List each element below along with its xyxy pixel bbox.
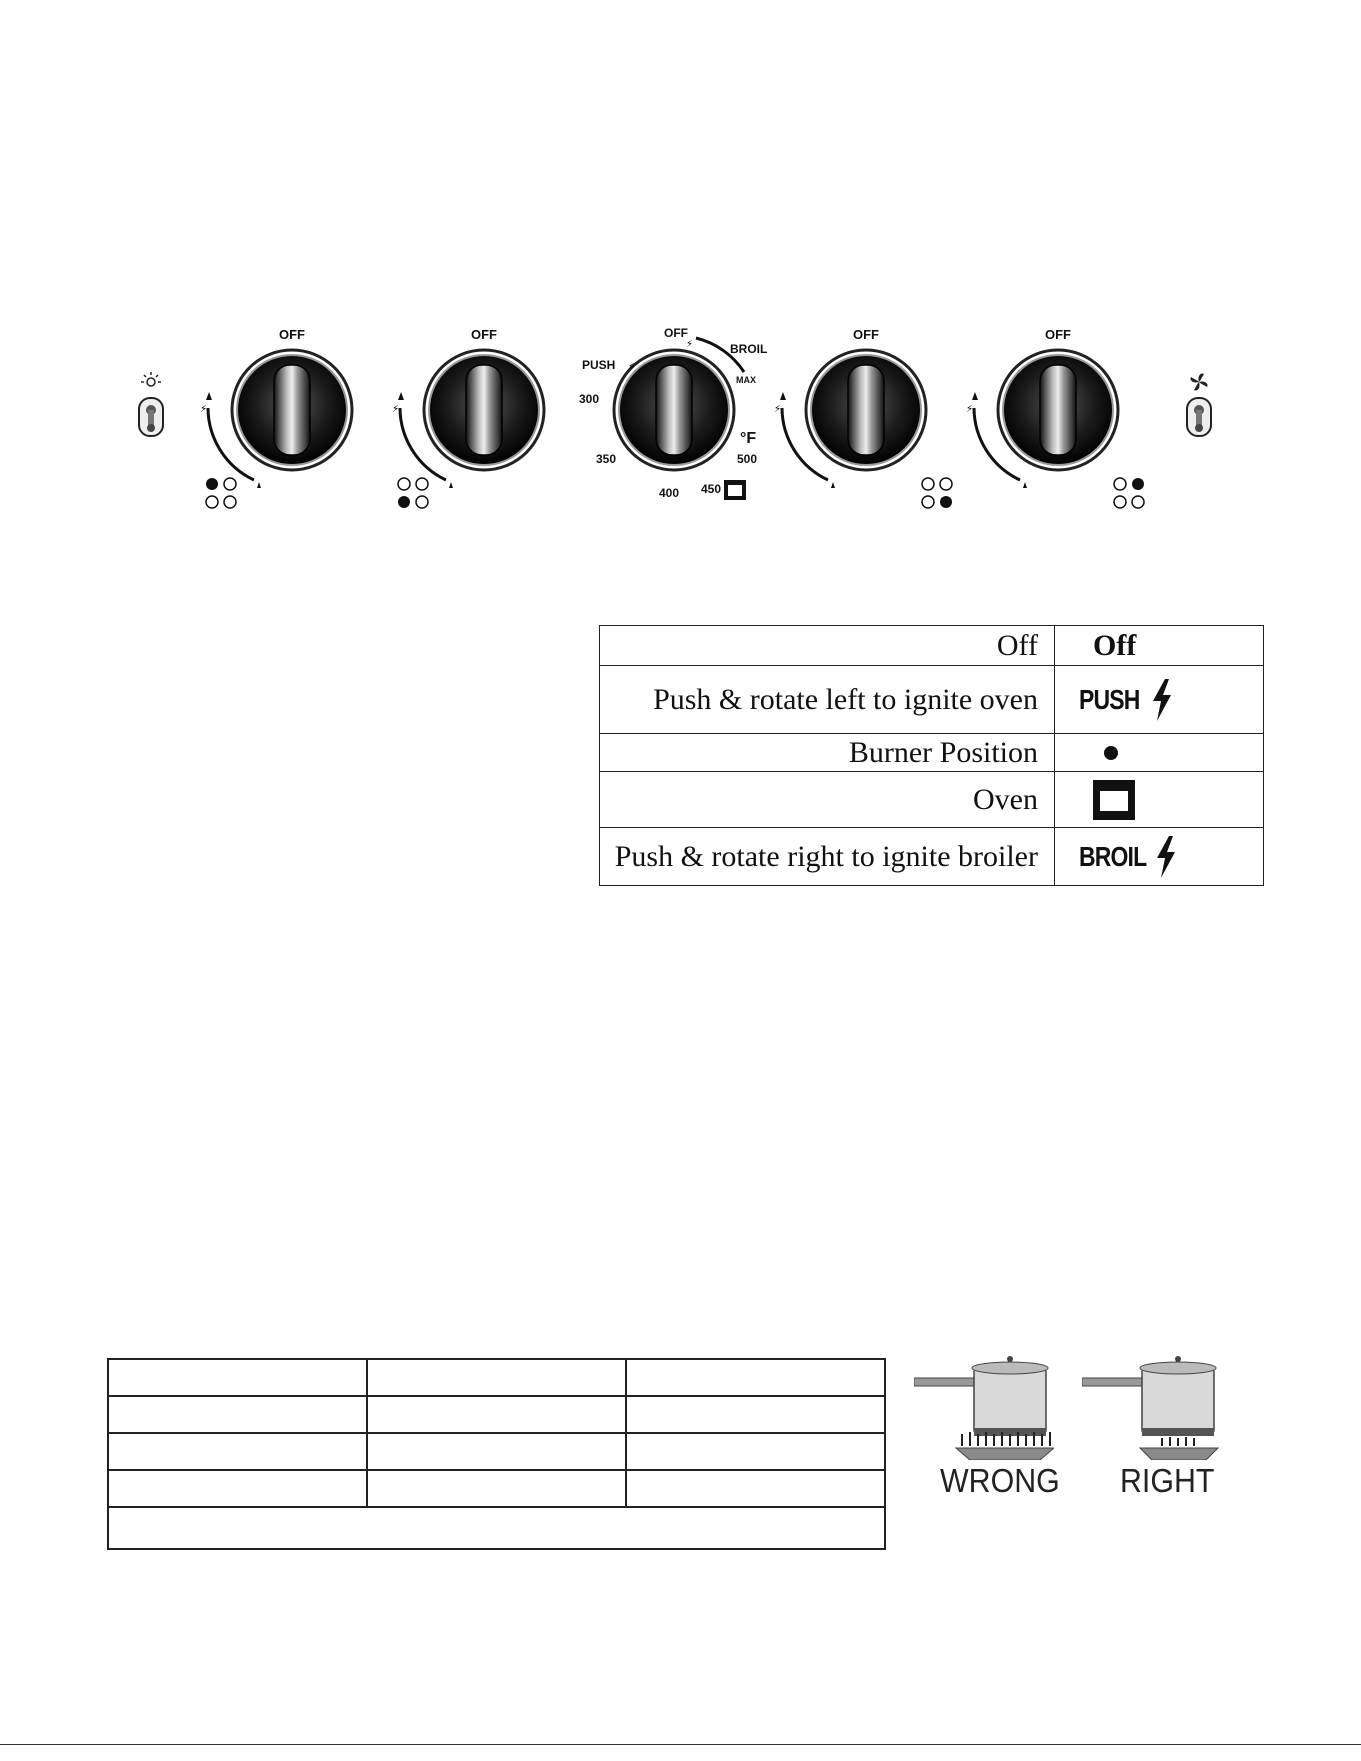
temperature-unit-label: °F (740, 430, 757, 447)
table-cell (367, 1359, 626, 1396)
temp-400-label: 400 (659, 486, 680, 500)
table-row (108, 1470, 885, 1507)
footer-rule (0, 1744, 1361, 1745)
table-cell (108, 1359, 367, 1396)
legend-row-push (600, 666, 1264, 734)
burner-knob-rear-right[interactable] (766, 300, 966, 530)
legend-symbol (1055, 734, 1264, 772)
pan-right-illustration (1082, 1350, 1232, 1460)
lightning-icon (1155, 836, 1177, 878)
table-cell (108, 1507, 885, 1549)
table-cell (367, 1433, 626, 1470)
pan-wrong-illustration (914, 1350, 1054, 1460)
legend-description: Burner Position (600, 734, 1055, 772)
table-row (108, 1359, 885, 1396)
knob-off-label: OFF (1045, 327, 1071, 342)
burner-indicator-rear-right-icon (920, 476, 956, 510)
temp-350-label: 350 (596, 452, 617, 466)
legend-row-broil (600, 828, 1264, 886)
knob-symbol-legend-table (599, 625, 1264, 886)
temp-300-label: 300 (579, 392, 600, 406)
legend-description: Oven (600, 772, 1055, 828)
lightning-icon (1151, 679, 1173, 721)
oven-icon (1093, 780, 1135, 820)
oven-knob[interactable] (574, 300, 784, 530)
push-symbol-text: PUSH (1079, 683, 1140, 715)
pan-size-table (107, 1358, 886, 1550)
legend-symbol (1055, 828, 1264, 886)
legend-symbol (1055, 772, 1264, 828)
legend-description: Push & rotate left to ignite oven (600, 666, 1055, 734)
temp-450-label: 450 (701, 482, 722, 496)
legend-description: Push & rotate right to ignite broiler (600, 828, 1055, 886)
knob-off-label: OFF (471, 327, 497, 342)
broil-label: BROIL (730, 342, 768, 356)
table-cell (367, 1470, 626, 1507)
control-panel (0, 300, 1361, 530)
filled-dot-icon (1103, 745, 1119, 761)
legend-symbol (1055, 666, 1264, 734)
table-cell (108, 1433, 367, 1470)
table-cell (108, 1396, 367, 1433)
off-symbol-text: Off (1093, 628, 1137, 662)
max-label: MAX (736, 375, 756, 385)
broil-symbol-text: BROIL (1079, 840, 1147, 872)
wrong-caption: WRONG (940, 1462, 1060, 1499)
table-row (108, 1507, 885, 1549)
temp-500-label: 500 (737, 452, 758, 466)
burner-indicator-front-left-icon (204, 476, 240, 510)
light-bulb-icon (128, 370, 174, 440)
svg-text:⚡: ⚡ (392, 404, 400, 415)
burner-knob-front-right[interactable] (958, 300, 1158, 530)
fan-icon (1176, 370, 1222, 440)
table-cell (626, 1470, 885, 1507)
table-cell (626, 1396, 885, 1433)
legend-description: Off (600, 626, 1055, 666)
table-row (108, 1396, 885, 1433)
burner-knob-rear-left[interactable] (384, 300, 584, 530)
knob-off-label: OFF (853, 327, 879, 342)
light-toggle-switch[interactable] (128, 370, 174, 445)
table-row (108, 1433, 885, 1470)
legend-row-off (600, 626, 1264, 666)
burner-indicator-front-right-icon (1112, 476, 1148, 510)
svg-text:⚡: ⚡ (774, 404, 782, 415)
oven-off-label: OFF (664, 326, 688, 340)
burner-knob-front-left[interactable] (192, 300, 392, 530)
table-cell (108, 1470, 367, 1507)
svg-text:⚡: ⚡ (686, 339, 694, 350)
legend-row-burner-position (600, 734, 1264, 772)
right-caption: RIGHT (1120, 1462, 1215, 1499)
burner-indicator-rear-left-icon (396, 476, 432, 510)
table-cell (626, 1433, 885, 1470)
knob-off-label: OFF (279, 327, 305, 342)
svg-text:⚡: ⚡ (200, 404, 208, 415)
legend-row-oven (600, 772, 1264, 828)
table-cell (367, 1396, 626, 1433)
fan-toggle-switch[interactable] (1176, 370, 1222, 445)
push-label: PUSH (582, 358, 616, 372)
svg-text:⚡: ⚡ (966, 404, 974, 415)
legend-symbol (1055, 626, 1264, 666)
table-cell (626, 1359, 885, 1396)
svg-text:⚡: ⚡ (628, 362, 636, 373)
oven-knob-graphic (574, 300, 784, 530)
